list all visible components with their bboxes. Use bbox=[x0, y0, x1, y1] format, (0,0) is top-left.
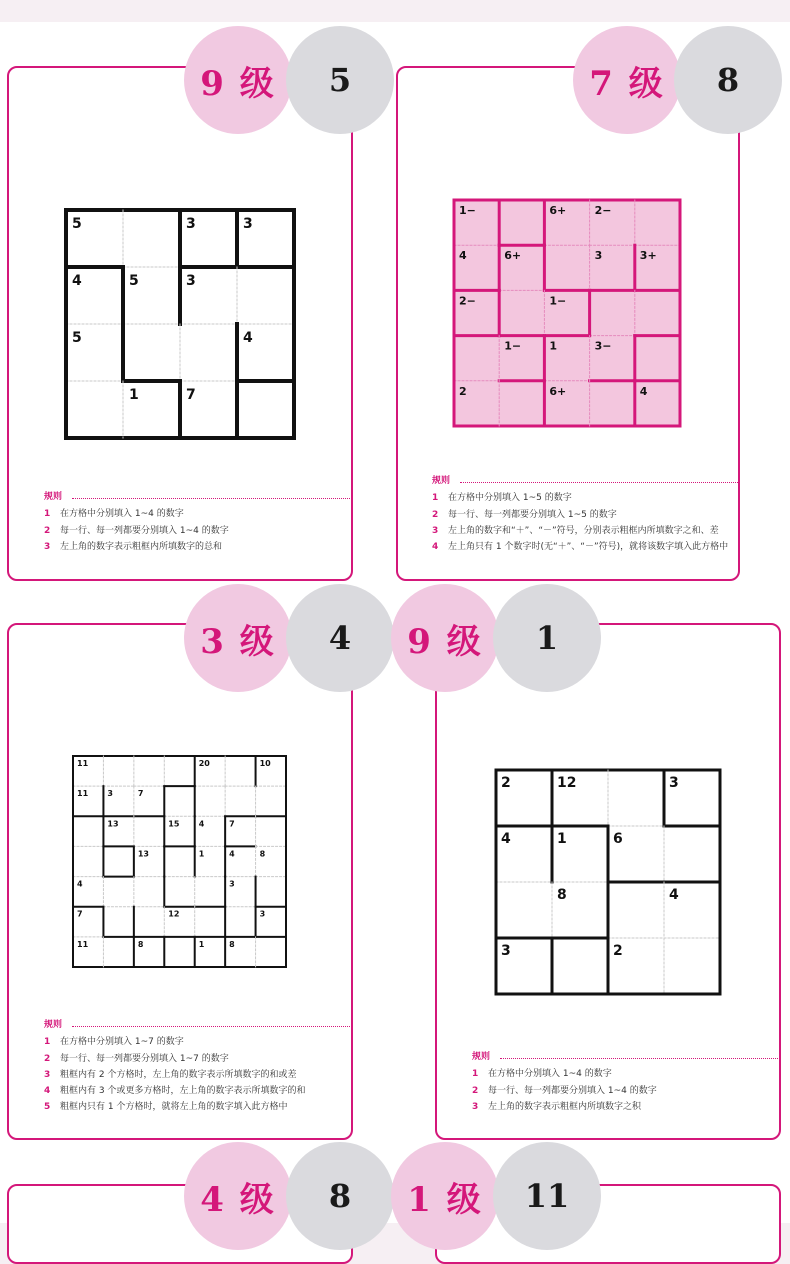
cage-clue: 5 bbox=[72, 216, 82, 232]
cage-clue: 3 bbox=[107, 789, 114, 799]
cage-clue: 12 bbox=[168, 909, 180, 919]
cage-clue: 13 bbox=[107, 819, 119, 829]
rule-item: 5 粗框内只有 1 个方格时，就将左上角的数字填入此方格中 bbox=[44, 1102, 288, 1113]
cage-clue: 3 bbox=[186, 216, 196, 232]
rule-item: 3 左上角的数字表示粗框内所填数字之积 bbox=[472, 1101, 642, 1112]
rules-section bbox=[44, 492, 350, 558]
cage-clue: 4 bbox=[198, 819, 205, 829]
cage-clue: 1 bbox=[129, 387, 139, 403]
rule-item: 1 在方格中分别填入 1~5 的数字 bbox=[432, 493, 572, 504]
cage-clue: 7 bbox=[186, 387, 196, 403]
rule-item: 3 左上角的数字表示粗框内所填数字的总和 bbox=[44, 541, 223, 552]
cage-clue: 5 bbox=[72, 330, 82, 346]
cage-clue: 6+ bbox=[504, 249, 522, 263]
rule-item: 3 粗框内有 2 个方格时，左上角的数字表示所填数字的和或差 bbox=[44, 1069, 297, 1080]
cage-clue: 4 bbox=[72, 273, 82, 289]
rules-section bbox=[472, 1052, 778, 1118]
rule-item: 4 粗框内有 3 个或更多方格时，左上角的数字表示所填数字的和 bbox=[44, 1086, 306, 1096]
puzzle-grid bbox=[66, 210, 294, 438]
rule-item: 1 在方格中分别填入 1~4 的数字 bbox=[44, 509, 184, 520]
cage-clue: 1− bbox=[504, 339, 522, 353]
puzzle-grid bbox=[496, 770, 720, 994]
cage-clue: 3− bbox=[594, 339, 612, 353]
rule-item: 1 在方格中分别填入 1~4 的数字 bbox=[472, 1069, 612, 1080]
rule-item: 2 每一行、每一列都要分别填入 1~7 的数字 bbox=[44, 1053, 229, 1064]
cage-clue: 6+ bbox=[549, 204, 567, 217]
puzzle-grid bbox=[454, 200, 680, 426]
cage-clue: 1 bbox=[198, 939, 205, 949]
cage-clue: 3 bbox=[186, 273, 196, 289]
cage-clue: 3 bbox=[259, 909, 266, 919]
rules-section bbox=[44, 1020, 350, 1119]
puzzle-number-badge: 11 bbox=[493, 1142, 601, 1250]
puzzle-number-badge: 4 bbox=[286, 584, 394, 692]
cage-clue: 4 bbox=[459, 249, 467, 263]
cage-clue: 3 bbox=[501, 943, 511, 959]
cage-clue: 20 bbox=[198, 759, 210, 768]
cage-clue: 1− bbox=[549, 294, 567, 308]
cage-clue: 6+ bbox=[549, 384, 567, 398]
cage-clue: 2 bbox=[613, 943, 623, 959]
rules-title: 规则 bbox=[44, 1020, 350, 1031]
cage-clue: 2− bbox=[594, 204, 612, 217]
cage-clue: 1 bbox=[198, 849, 205, 859]
rules-title: 规则 bbox=[44, 492, 350, 503]
cage-clue: 12 bbox=[557, 775, 577, 791]
cage-clue: 2 bbox=[459, 384, 467, 398]
cage-clue: 6 bbox=[613, 831, 623, 847]
cage-clue: 7 bbox=[137, 789, 144, 799]
cage-clue: 1 bbox=[557, 831, 567, 847]
rules-section bbox=[432, 476, 738, 558]
cage-clue: 5 bbox=[129, 273, 139, 289]
cage-clue: 4 bbox=[77, 879, 83, 889]
level-badge: 9 级 bbox=[184, 26, 292, 134]
puzzle-number-badge: 8 bbox=[674, 26, 782, 134]
cage-clue: 11 bbox=[77, 789, 89, 799]
puzzle-grid bbox=[73, 756, 286, 967]
cage-clue: 8 bbox=[137, 939, 144, 949]
cage-clue: 1− bbox=[459, 204, 476, 217]
cage-clue: 8 bbox=[229, 939, 235, 949]
cage-clue: 11 bbox=[77, 759, 89, 768]
level-badge: 1 级 bbox=[391, 1142, 499, 1250]
level-badge: 3 级 bbox=[184, 584, 292, 692]
rule-item: 2 每一行、每一列都要分别填入 1~4 的数字 bbox=[44, 525, 229, 536]
rules-title: 规则 bbox=[472, 1052, 778, 1063]
rule-item: 4 左上角只有 1 个数字时(无“＋”、“－”符号)，就将该数字填入此方格中 bbox=[432, 542, 729, 552]
level-badge: 4 级 bbox=[184, 1142, 292, 1250]
rule-item: 2 每一行、每一列都要分别填入 1~4 的数字 bbox=[472, 1085, 657, 1096]
cage-clue: 4 bbox=[669, 887, 679, 903]
cage-clue: 4 bbox=[229, 849, 235, 859]
puzzle-number-badge: 8 bbox=[286, 1142, 394, 1250]
cage-clue: 4 bbox=[639, 384, 648, 398]
cage-clue: 1 bbox=[549, 339, 558, 353]
level-badge: 9 级 bbox=[391, 584, 499, 692]
rule-item: 1 在方格中分别填入 1~7 的数字 bbox=[44, 1037, 184, 1048]
cage-clue: 3 bbox=[594, 249, 603, 263]
rule-item: 2 每一行、每一列都要分别填入 1~5 的数字 bbox=[432, 509, 617, 520]
cage-clue: 8 bbox=[259, 849, 266, 859]
cage-clue: 3 bbox=[669, 775, 679, 791]
puzzle-number-badge: 1 bbox=[493, 584, 601, 692]
cage-clue: 8 bbox=[557, 887, 567, 903]
cage-clue: 3 bbox=[243, 216, 253, 232]
cage-clue: 7 bbox=[77, 909, 83, 919]
cage-clue: 3 bbox=[229, 879, 235, 889]
cage-clue: 15 bbox=[168, 819, 180, 829]
rule-item: 3 左上角的数字和“＋”、“－”符号，分别表示粗框内所填数字之和、差 bbox=[432, 525, 719, 536]
cage-clue: 10 bbox=[259, 759, 271, 768]
level-badge: 7 级 bbox=[573, 26, 681, 134]
puzzle-number-badge: 5 bbox=[286, 26, 394, 134]
cage-clue: 4 bbox=[501, 831, 511, 847]
cage-clue: 7 bbox=[229, 819, 235, 829]
cage-clue: 13 bbox=[137, 849, 149, 859]
cage-clue: 2 bbox=[501, 775, 511, 791]
cage-clue: 2− bbox=[459, 294, 476, 308]
cage-clue: 4 bbox=[243, 330, 253, 346]
cage-clue: 11 bbox=[77, 939, 89, 949]
rules-title: 规则 bbox=[432, 476, 738, 487]
cage-clue: 3+ bbox=[639, 249, 657, 263]
